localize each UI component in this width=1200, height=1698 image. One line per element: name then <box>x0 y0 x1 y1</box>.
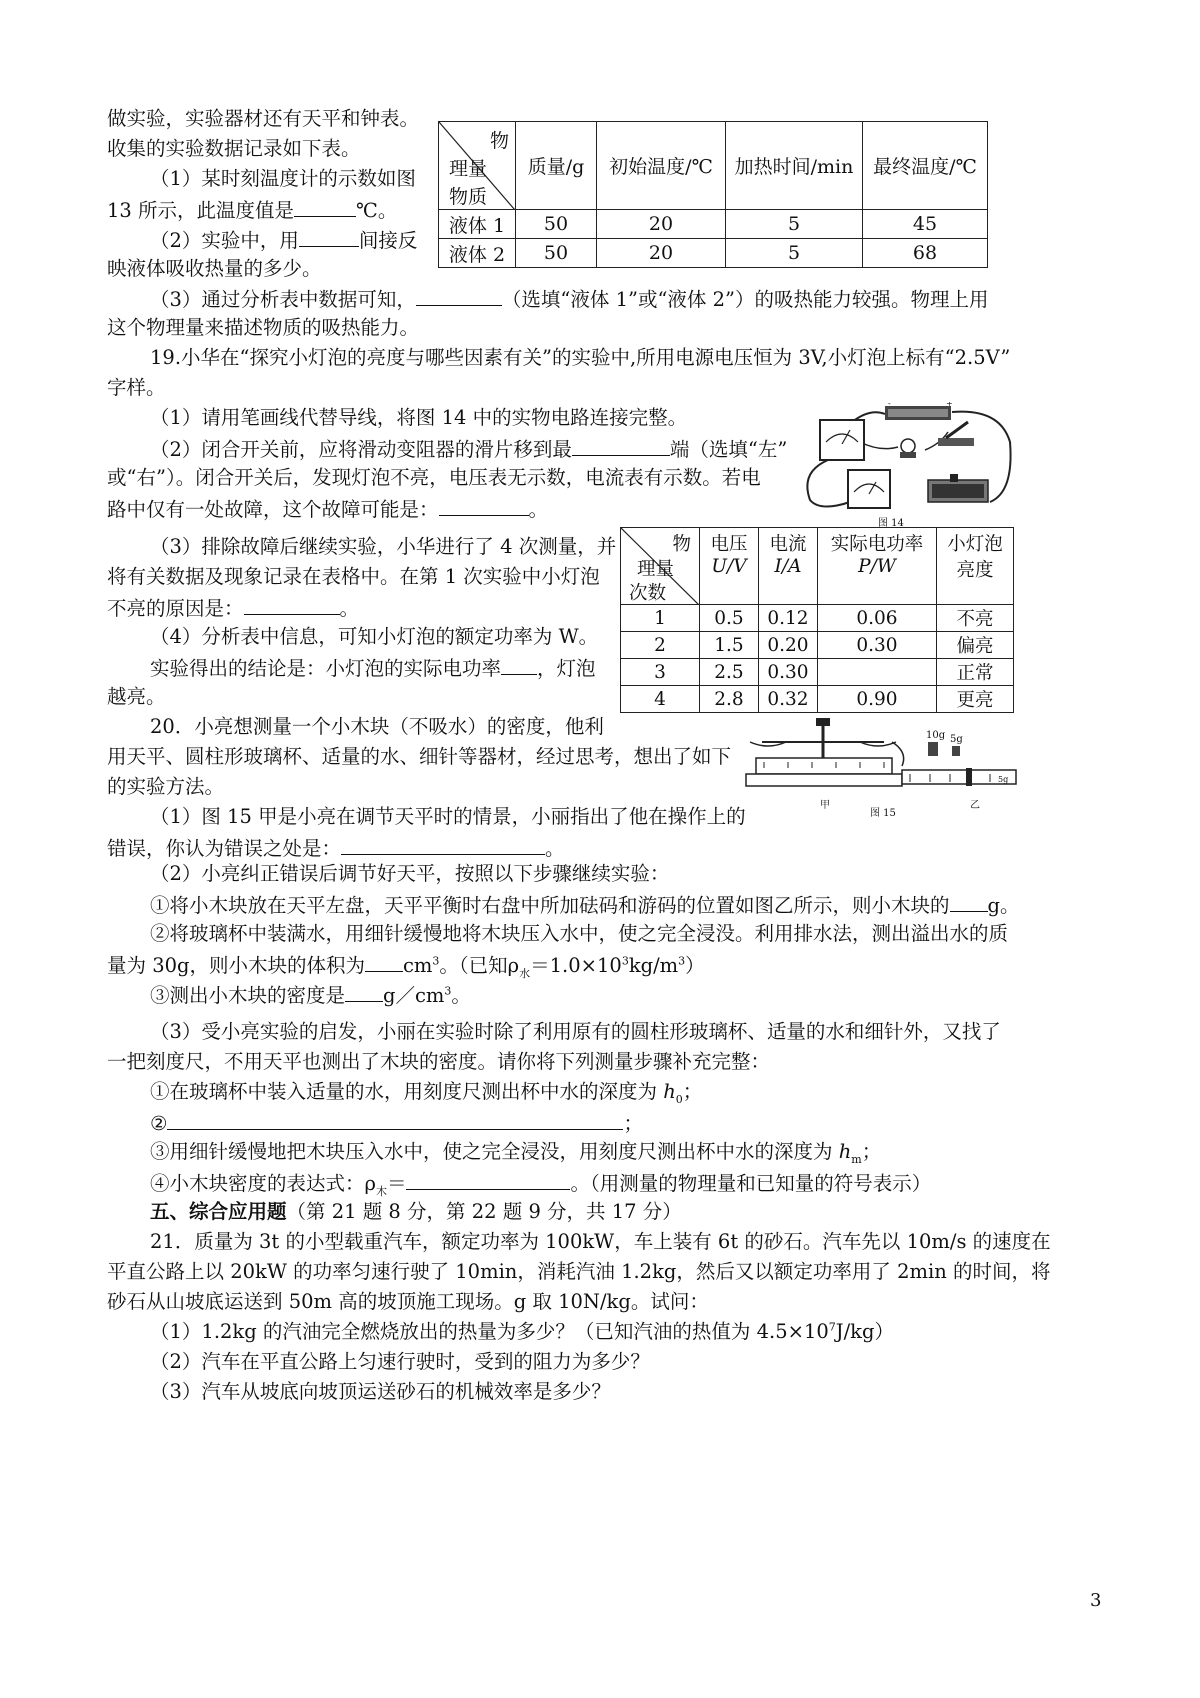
scale-end-label: 5g <box>998 775 1009 784</box>
q18-part3-line-b: 这个物理量来描述物质的吸热能力。 <box>107 316 420 339</box>
table-cell: 0.20 <box>759 632 818 659</box>
header-unit: 亮度 <box>956 560 994 581</box>
column-header: 加热时间/min <box>726 122 863 210</box>
table-cell: 5 <box>726 239 863 268</box>
column-header <box>700 528 759 605</box>
q20-t-step1-text: ①在玻璃杯中装入适量的水，用刻度尺测出杯中水的深度为 <box>150 1080 664 1103</box>
table-cell: 0.30 <box>759 659 818 686</box>
q21-part2: （2）汽车在平直公路上匀速行驶时，受到的阻力为多少？ <box>150 1350 650 1373</box>
answer-blank-volume[interactable] <box>365 951 403 972</box>
table-cell: 3 <box>621 659 700 686</box>
q19-part3-line-c <box>107 594 359 622</box>
column-header <box>818 528 937 605</box>
corner-bottom-label: 物质 <box>449 186 488 208</box>
svg-text:+: + <box>946 402 953 408</box>
q20-t-step2 <box>150 1109 643 1137</box>
q19-part1: （1）请用笔画线代替导线，将图 14 中的实物电路连接完整。 <box>150 406 688 429</box>
q20-part1-line-b <box>107 834 565 862</box>
figure-14-circuit <box>800 402 1020 530</box>
answer-blank-reason[interactable] <box>244 594 340 615</box>
q19-part3-line-a: （3）排除故障后继续实验，小华进行了 4 次测量，并 <box>150 535 617 558</box>
table-cell: 68 <box>863 239 988 268</box>
figure-14-label: 图 14 <box>878 518 904 529</box>
q20-line-1: 20．小亮想测量一个小木块（不吸水）的密度，他利 <box>150 715 604 738</box>
q20-line-2: 用天平、圆柱形玻璃杯、适量的水、细针等器材，经过思考，想出了如下 <box>107 745 732 768</box>
header-unit: I/A <box>774 556 802 577</box>
table-cell: 2.8 <box>700 686 759 713</box>
q20-part1-text: 错误，你认为错误之处是： <box>107 837 342 860</box>
subscript: m <box>851 1152 862 1166</box>
q18-part1-line-b <box>107 196 397 224</box>
table-cell: 1.5 <box>700 632 759 659</box>
column-header: 初始温度/℃ <box>597 122 726 210</box>
answer-blank-error[interactable] <box>341 834 545 855</box>
table-cell: 0.30 <box>818 632 937 659</box>
header-line: 电压 <box>710 534 748 555</box>
q18-part1-unit: ℃。 <box>356 199 398 222</box>
table-corner-cell <box>439 122 516 210</box>
q20-part1-end: 。 <box>545 837 565 860</box>
table-cell: 0.12 <box>759 605 818 632</box>
table-row <box>621 605 1014 632</box>
figure-15-part-b-label: 乙 <box>970 800 980 811</box>
q19-part2-line-a <box>150 435 787 463</box>
q20-line-3: 的实验方法。 <box>107 775 225 798</box>
header-line: 实际电功率 <box>830 534 924 555</box>
circuit-illustration <box>800 402 1020 530</box>
svg-text:-: - <box>888 402 891 408</box>
answer-blank-direction[interactable] <box>572 435 670 456</box>
equals-sign: ＝ <box>386 1172 407 1195</box>
q20-t-step1 <box>150 1079 702 1105</box>
q19-part2c-text: 路中仅有一处故障，这个故障可能是： <box>107 498 439 521</box>
page-number: 3 <box>1090 1590 1102 1611</box>
q18-part3-text: （3）通过分析表中数据可知， <box>150 288 416 311</box>
table-cell: 45 <box>863 210 988 239</box>
q19-part2-line-b: 或“右”）。闭合开关后，发现灯泡不亮，电压表无示数，电流表有示数。若电 <box>107 466 761 489</box>
answer-blank-conclusion[interactable] <box>501 654 537 675</box>
subscript: 水 <box>519 966 531 980</box>
table-row <box>621 632 1014 659</box>
superscript: 3 <box>444 984 452 998</box>
q19-line-2: 字样。 <box>107 376 166 399</box>
q21-part3: （3）汽车从坡底向坡顶运送砂石的机械效率是多少？ <box>150 1380 611 1403</box>
table-cell: 50 <box>516 239 597 268</box>
table-cell: 不亮 <box>937 605 1014 632</box>
q20-step1 <box>150 891 1020 919</box>
q18-part2-text: （2）实验中，用 <box>150 229 299 252</box>
q20-step2-note: ＝1.0×10 <box>530 954 622 977</box>
table-cell: 偏亮 <box>937 632 1014 659</box>
q20-step3-unit: g／cm <box>383 984 445 1007</box>
figure-15-balance <box>742 712 1024 822</box>
q21-line-3: 砂石从山坡底运送到 50m 高的坡顶施工现场。g 取 10N/kg。试问： <box>107 1290 709 1313</box>
table-cell: 液体 2 <box>439 239 516 268</box>
q20-step2-text: 量为 30g，则小木块的体积为 <box>107 954 365 977</box>
q19-conclusion-text: 实验得出的结论是：小灯泡的实际电功率 <box>150 657 502 680</box>
figure-15-label: 图 15 <box>870 808 896 819</box>
q20-t-step3-end: ； <box>861 1140 882 1163</box>
header-unit: U/V <box>711 556 747 577</box>
table-corner-cell <box>621 528 700 605</box>
q19-part5-line-b: 越亮。 <box>107 685 166 708</box>
table-cell: 2 <box>621 632 700 659</box>
column-header <box>759 528 818 605</box>
corner-mid-label: 理量 <box>637 559 675 580</box>
q20-step2-note: kg/m <box>628 954 679 977</box>
q20-step1-unit: g。 <box>987 894 1020 917</box>
q18-part2-text-end: 间接反 <box>358 229 418 252</box>
q18-part3-line-a <box>150 285 989 313</box>
table-cell-blank[interactable] <box>818 659 937 686</box>
q19-part2-text-end: 端（选填“左” <box>669 438 788 461</box>
answer-blank-expression[interactable] <box>406 1169 570 1190</box>
superscript: 3 <box>432 954 440 968</box>
q19-part2-line-c <box>107 495 548 523</box>
q20-step2-note: 。（已知ρ <box>439 954 520 977</box>
answer-blank-density[interactable] <box>345 981 383 1002</box>
q20-step3 <box>150 981 471 1009</box>
answer-blank-mass[interactable] <box>950 891 988 912</box>
unit-cm: cm <box>403 954 433 977</box>
table-row <box>621 659 1014 686</box>
q21-line-1: 21．质量为 3t 的小型载重汽车，额定功率为 100kW，车上装有 6t 的砂石。汽车先以 10m/s 的速度在 <box>150 1230 1051 1253</box>
section-5-heading <box>150 1199 682 1225</box>
table-row <box>439 239 988 268</box>
q20-t-step3 <box>150 1139 881 1165</box>
q21-line-2: 平直公路上以 20kW 的功率匀速行驶了 10min，消耗汽油 1.2kg，然后又以额定功率用了 2min 的时间，将 <box>107 1260 1051 1283</box>
q19-part3c-text: 不亮的原因是： <box>107 597 244 620</box>
q20-step3-text: ③测出小木块的密度是 <box>150 984 346 1007</box>
q18-part2-line-a <box>150 226 417 254</box>
q21-part1-end: J/kg） <box>835 1320 894 1343</box>
table-cell: 20 <box>597 210 726 239</box>
variable-h: h <box>838 1140 852 1163</box>
answer-blank-indirect[interactable] <box>299 226 359 247</box>
q20-part2: （2）小亮纠正错误后调节好天平，按照以下步骤继续实验： <box>150 862 670 885</box>
q18-part3-text-end: （选填“液体 1”或“液体 2”）的吸热能力较强。物理上用 <box>501 288 989 311</box>
q20-step3-end: 。 <box>451 984 471 1007</box>
column-header: 质量/g <box>516 122 597 210</box>
corner-top-label: 物 <box>489 130 509 152</box>
table-cell: 更亮 <box>937 686 1014 713</box>
q18-line-2: 收集的实验数据记录如下表。 <box>107 137 361 160</box>
q20-t-step2-marker: ② <box>150 1112 168 1135</box>
q20-t-step4 <box>150 1169 931 1197</box>
table-cell: 0.5 <box>700 605 759 632</box>
q20-t-step4-text: ④小木块密度的表达式：ρ <box>150 1172 376 1195</box>
superscript: 3 <box>621 954 629 968</box>
header-line: 小灯泡 <box>947 534 1003 555</box>
answer-blank-liquid[interactable] <box>416 285 502 306</box>
q19-conclusion-end: ，灯泡 <box>537 657 596 680</box>
weight-label-10g: 10g <box>926 730 946 741</box>
subscript: 0 <box>675 1092 683 1106</box>
figure-15-part-a-label: 甲 <box>820 800 830 811</box>
superscript: 7 <box>828 1320 836 1334</box>
q20-step2-line-a: ②将玻璃杯中装满水，用细针缓慢地将木块压入水中，使之完全浸没。利用排水法，测出溢出水的质 <box>150 922 1009 945</box>
table-cell: 0.06 <box>818 605 937 632</box>
weight-label-5g: 5g <box>950 734 963 745</box>
variable-h: h <box>663 1080 676 1103</box>
q18-data-table <box>438 121 988 268</box>
q21-part1 <box>150 1319 894 1345</box>
answer-blank-temperature[interactable] <box>294 196 356 217</box>
header-unit: P/W <box>858 556 896 577</box>
q18-part1-line-a: （1）某时刻温度计的示数如图 <box>150 167 416 190</box>
table-cell: 液体 1 <box>439 210 516 239</box>
subscript: 木 <box>375 1184 387 1198</box>
q20-t-step4-end: 。（用测量的物理量和已知量的符号表示） <box>570 1172 932 1195</box>
q21-part1-text: （1）1.2kg 的汽油完全燃烧放出的热量为多少？（已知汽油的热值为 4.5×10 <box>150 1320 829 1343</box>
table-cell: 5 <box>726 210 863 239</box>
q19-part5-line-a <box>150 654 596 682</box>
column-header <box>937 528 1014 605</box>
q20-t-step1-end: ； <box>682 1080 703 1103</box>
table-cell: 0.90 <box>818 686 937 713</box>
q19-part4: （4）分析表中信息，可知小灯泡的额定功率为 W。 <box>150 625 599 648</box>
header-line: 电流 <box>769 534 807 555</box>
column-header: 最终温度/℃ <box>863 122 988 210</box>
q20-step2-line-b <box>107 951 705 979</box>
corner-bottom-label: 次数 <box>629 583 667 604</box>
answer-blank-fault[interactable] <box>439 495 529 516</box>
table-cell: 2.5 <box>700 659 759 686</box>
table-cell: 正常 <box>937 659 1014 686</box>
q19-data-table <box>620 527 1014 713</box>
section-title: 五、综合应用题 <box>150 1200 287 1223</box>
table-row <box>439 210 988 239</box>
superscript: 3 <box>678 954 686 968</box>
q20-part3-line-b: 一把刻度尺，不用天平也测出了木块的密度。请你将下列测量步骤补充完整： <box>107 1050 771 1073</box>
corner-top-label: 物 <box>672 534 691 555</box>
table-row <box>621 686 1014 713</box>
q18-part2-line-b: 映液体吸收热量的多少。 <box>107 257 322 280</box>
q20-part1-line-a: （1）图 15 甲是小亮在调节天平时的情景，小丽指出了他在操作上的 <box>150 805 746 828</box>
table-cell: 50 <box>516 210 597 239</box>
q18-line-1: 做实验，实验器材还有天平和钟表。 <box>107 107 420 130</box>
q20-step2-note: ） <box>685 954 705 977</box>
table-cell: 1 <box>621 605 700 632</box>
q20-t-step2-end: ； <box>623 1112 643 1135</box>
q20-t-step3-text: ③用细针缓慢地把木块压入水中，使之完全浸没，用刻度尺测出杯中水的深度为 <box>150 1140 839 1163</box>
q19-part3c-end: 。 <box>339 597 360 620</box>
answer-blank-step2[interactable] <box>167 1109 623 1130</box>
table-cell: 4 <box>621 686 700 713</box>
q19-part2c-end: 。 <box>528 498 549 521</box>
table-cell: 0.32 <box>759 686 818 713</box>
corner-mid-label: 理量 <box>449 158 488 180</box>
q19-part3-line-b: 将有关数据及现象记录在表格中。在第 1 次实验中小灯泡 <box>107 565 600 588</box>
balance-illustration <box>742 712 1024 822</box>
section-note: （第 21 题 8 分，第 22 题 9 分，共 17 分） <box>286 1200 682 1223</box>
q20-step1-text: ①将小木块放在天平左盘，天平平衡时右盘中所加砝码和游码的位置如图乙所示，则小木块的 <box>150 894 950 917</box>
q18-part1-text: 13 所示，此温度值是 <box>107 199 295 222</box>
q19-line-1: 19.小华在“探究小灯泡的亮度与哪些因素有关”的实验中,所用电源电压恒为 3V,小灯泡上标有“2.5V” <box>150 346 1011 369</box>
q20-part3-line-a: （3）受小亮实验的启发，小丽在实验时除了利用原有的圆柱形玻璃杯、适量的水和细针外，又找了 <box>150 1020 1001 1043</box>
table-cell: 20 <box>597 239 726 268</box>
q19-part2-text: （2）闭合开关前，应将滑动变阻器的滑片移到最 <box>150 438 572 461</box>
